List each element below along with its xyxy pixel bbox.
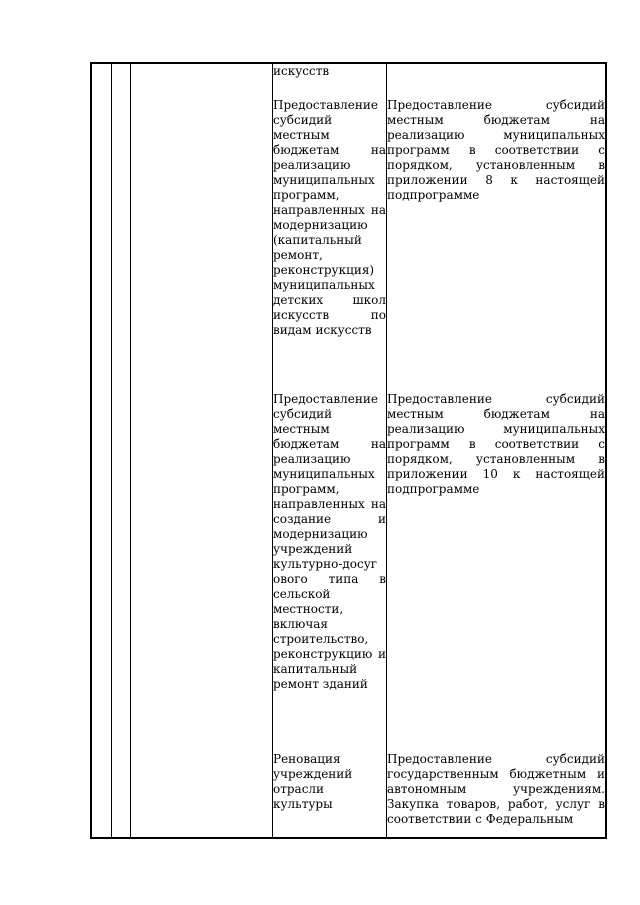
text-line: автономным учреждениям.	[387, 782, 605, 796]
text-line: программ в соответствии с	[387, 437, 605, 451]
text-line: муниципальных	[273, 173, 375, 187]
text-line: ремонт зданий	[273, 677, 368, 691]
text-line: бюджетам на	[273, 437, 386, 451]
measure-item-3	[273, 752, 386, 812]
text-line: ремонт,	[273, 248, 323, 262]
text-line: видам искусств	[273, 323, 372, 337]
text-line: реализацию	[273, 158, 351, 172]
text-line: Закупка товаров, работ, услуг в	[387, 797, 605, 811]
text-line: Предоставление субсидий	[387, 392, 605, 406]
text-line: реализацию муниципальных	[387, 422, 605, 436]
text-line: сельской	[273, 587, 331, 601]
measure-item-2	[273, 392, 386, 692]
text-line: подпрограмме	[387, 482, 480, 496]
text-line: Предоставление субсидий	[387, 752, 605, 766]
text-line: субсидий	[273, 113, 333, 127]
text-line: ового типа в	[273, 572, 386, 586]
text-line: включая	[273, 617, 328, 631]
text-line: субсидий	[273, 407, 333, 421]
text-line: учреждений	[273, 767, 353, 781]
text-line: местным бюджетам на	[387, 407, 605, 421]
text-line: муниципальных	[273, 278, 375, 292]
text-line: местности,	[273, 602, 344, 616]
description-item-1	[387, 98, 605, 203]
text-line: приложении 8 к настоящей	[387, 173, 605, 187]
text-line: модернизацию	[273, 527, 368, 541]
text-line: местным бюджетам на	[387, 113, 605, 127]
text-line: программ,	[273, 188, 340, 202]
text-line: программ в соответствии с	[387, 143, 605, 157]
text-line: строительство,	[273, 632, 369, 646]
text-line: местным	[273, 422, 330, 436]
text-line: искусств по	[273, 308, 386, 322]
text-line: бюджетам на	[273, 143, 386, 157]
text-line: местным	[273, 128, 330, 142]
text-line: детских школ	[273, 293, 386, 307]
column-divider-1	[111, 62, 112, 839]
column-divider-2	[130, 62, 131, 839]
text-line: Предоставление субсидий	[387, 98, 605, 112]
text-line: программ,	[273, 482, 340, 496]
text-line: культуры	[273, 797, 333, 811]
text-line: реализацию	[273, 452, 351, 466]
text-line: искусств	[273, 64, 330, 78]
text-line: капитальный	[273, 662, 358, 676]
text-line: государственным бюджетным и	[387, 767, 605, 781]
text-line: Предоставление	[273, 98, 378, 112]
text-line: отрасли	[273, 782, 325, 796]
text-line: подпрограмме	[387, 188, 480, 202]
text-line: (капитальный	[273, 233, 362, 247]
description-item-3	[387, 752, 605, 827]
text-line: учреждений	[273, 542, 353, 556]
text-line: муниципальных	[273, 467, 375, 481]
text-line: направленных на	[273, 203, 386, 217]
text-line: направленных на	[273, 497, 386, 511]
text-line: создание и	[273, 512, 386, 526]
text-line: реконструкция)	[273, 263, 375, 277]
text-line: реконструкцию и	[273, 647, 386, 661]
text-line: приложении 10 к настоящей	[387, 467, 605, 481]
measure-fragment-top	[273, 64, 386, 79]
text-line: культурно-досуг	[273, 557, 378, 571]
text-line: Предоставление	[273, 392, 378, 406]
text-line: модернизацию	[273, 218, 368, 232]
text-line: соответствии с Федеральным	[387, 812, 574, 826]
description-item-2	[387, 392, 605, 497]
text-line: реализацию муниципальных	[387, 128, 605, 142]
text-line: порядком, установленным в	[387, 158, 605, 172]
text-line: Реновация	[273, 752, 341, 766]
measure-item-1	[273, 98, 386, 338]
text-line: порядком, установленным в	[387, 452, 605, 466]
